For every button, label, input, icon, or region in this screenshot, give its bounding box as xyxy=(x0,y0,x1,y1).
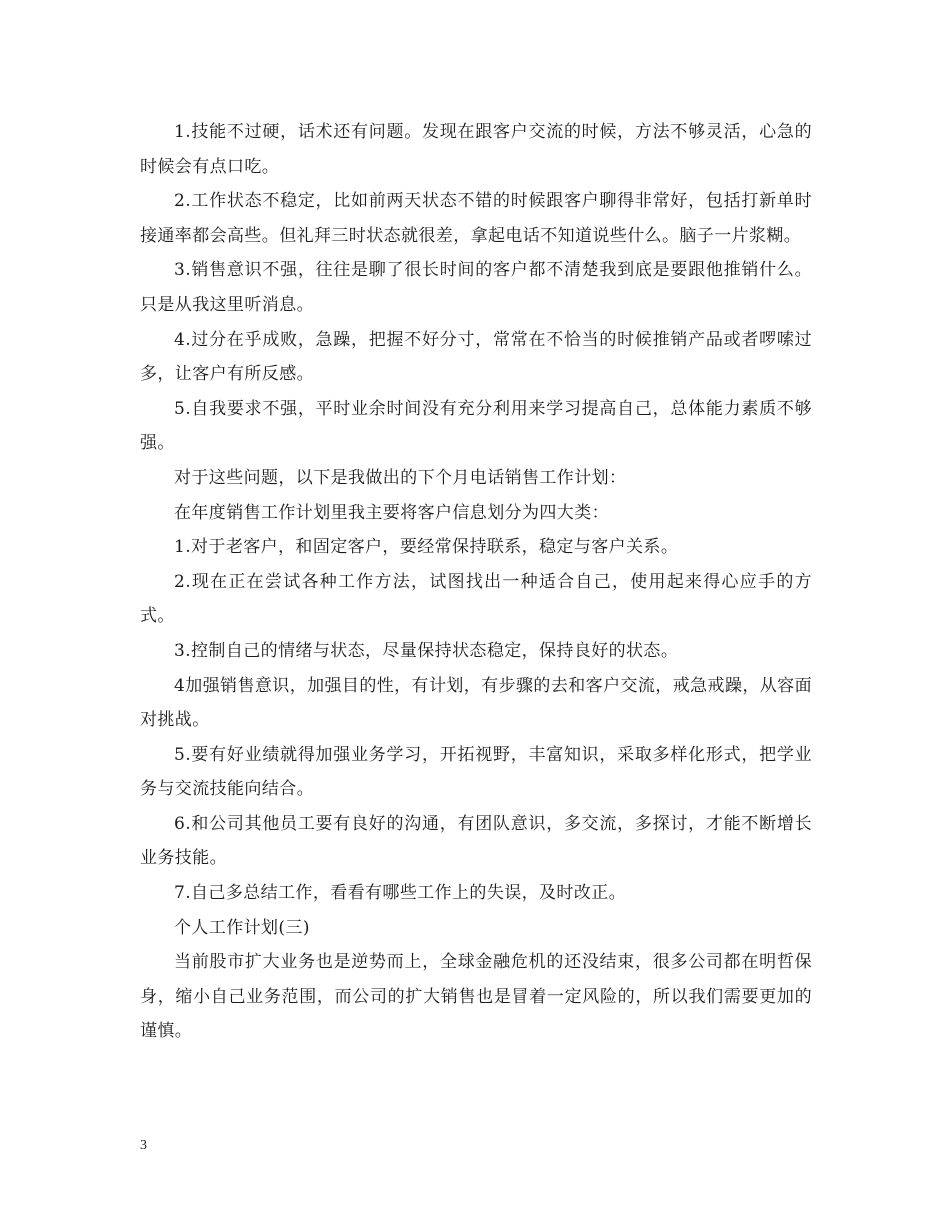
paragraph-plan-6: 6.和公司其他员工要有良好的沟通，有团队意识，多交流，多探讨，才能不断增长业务技能。 xyxy=(140,813,812,869)
paragraph-plan-intro: 对于这些问题，以下是我做出的下个月电话销售工作计划： xyxy=(174,467,627,488)
paragraph-market: 当前股市扩大业务也是逆势而上，全球金融危机的还没结束，很多公司都在明哲保身，缩小自己业务范围，而公司的扩大销售也是冒着一定风险的，所以我们需要更加的谨慎。 xyxy=(140,952,812,1042)
document-body xyxy=(140,115,812,1049)
section-heading: 个人工作计划(三) xyxy=(174,917,310,938)
paragraph-plan-7: 7.自己多总结工作，看看有哪些工作上的失误，及时改正。 xyxy=(174,883,627,904)
paragraph-plan-2: 2.现在正在尝试各种工作方法，试图找出一种适合自己，使用起来得心应手的方式。 xyxy=(140,571,812,627)
paragraph-plan-3: 3.控制自己的情绪与状态，尽量保持状态稳定，保持良好的状态。 xyxy=(174,640,679,661)
paragraph-plan-1: 1.对于老客户，和固定客户，要经常保持联系，稳定与客户关系。 xyxy=(174,537,679,558)
paragraph-issue-2: 2.工作状态不稳定，比如前两天状态不错的时候跟客户聊得非常好，包括打新单时接通率都会高些。但礼拜三时状态就很差，拿起电话不知道说些什么。脑子一片浆糊。 xyxy=(140,191,812,246)
page-number: 3 xyxy=(140,1138,147,1153)
paragraph-issue-1: 1.技能不过硬，话术还有问题。发现在跟客户交流的时候，方法不够灵活，心急的时候会有点口吃。 xyxy=(140,122,812,177)
paragraph-plan-categories: 在年度销售工作计划里我主要将客户信息划分为四大类： xyxy=(174,502,609,523)
paragraph-issue-5: 5.自我要求不强，平时业余时间没有充分利用来学习提高自己，总体能力素质不够强。 xyxy=(140,398,812,454)
paragraph-plan-5: 5.要有好业绩就得加强业务学习，开拓视野，丰富知识，采取多样化形式，把学业务与交流技能向结合。 xyxy=(140,744,812,800)
paragraph-issue-3: 3.销售意识不强，往往是聊了很长时间的客户都不清楚我到底是要跟他推销什么。只是从我这里听消息。 xyxy=(140,260,812,315)
paragraph-plan-4: 4加强销售意识，加强目的性，有计划，有步骤的去和客户交流，戒急戒躁，从容面对挑战。 xyxy=(140,675,812,731)
paragraph-issue-4: 4.过分在乎成败，急躁，把握不好分寸，常常在不恰当的时候推销产品或者啰嗦过多，让客户有所反感。 xyxy=(140,329,812,385)
